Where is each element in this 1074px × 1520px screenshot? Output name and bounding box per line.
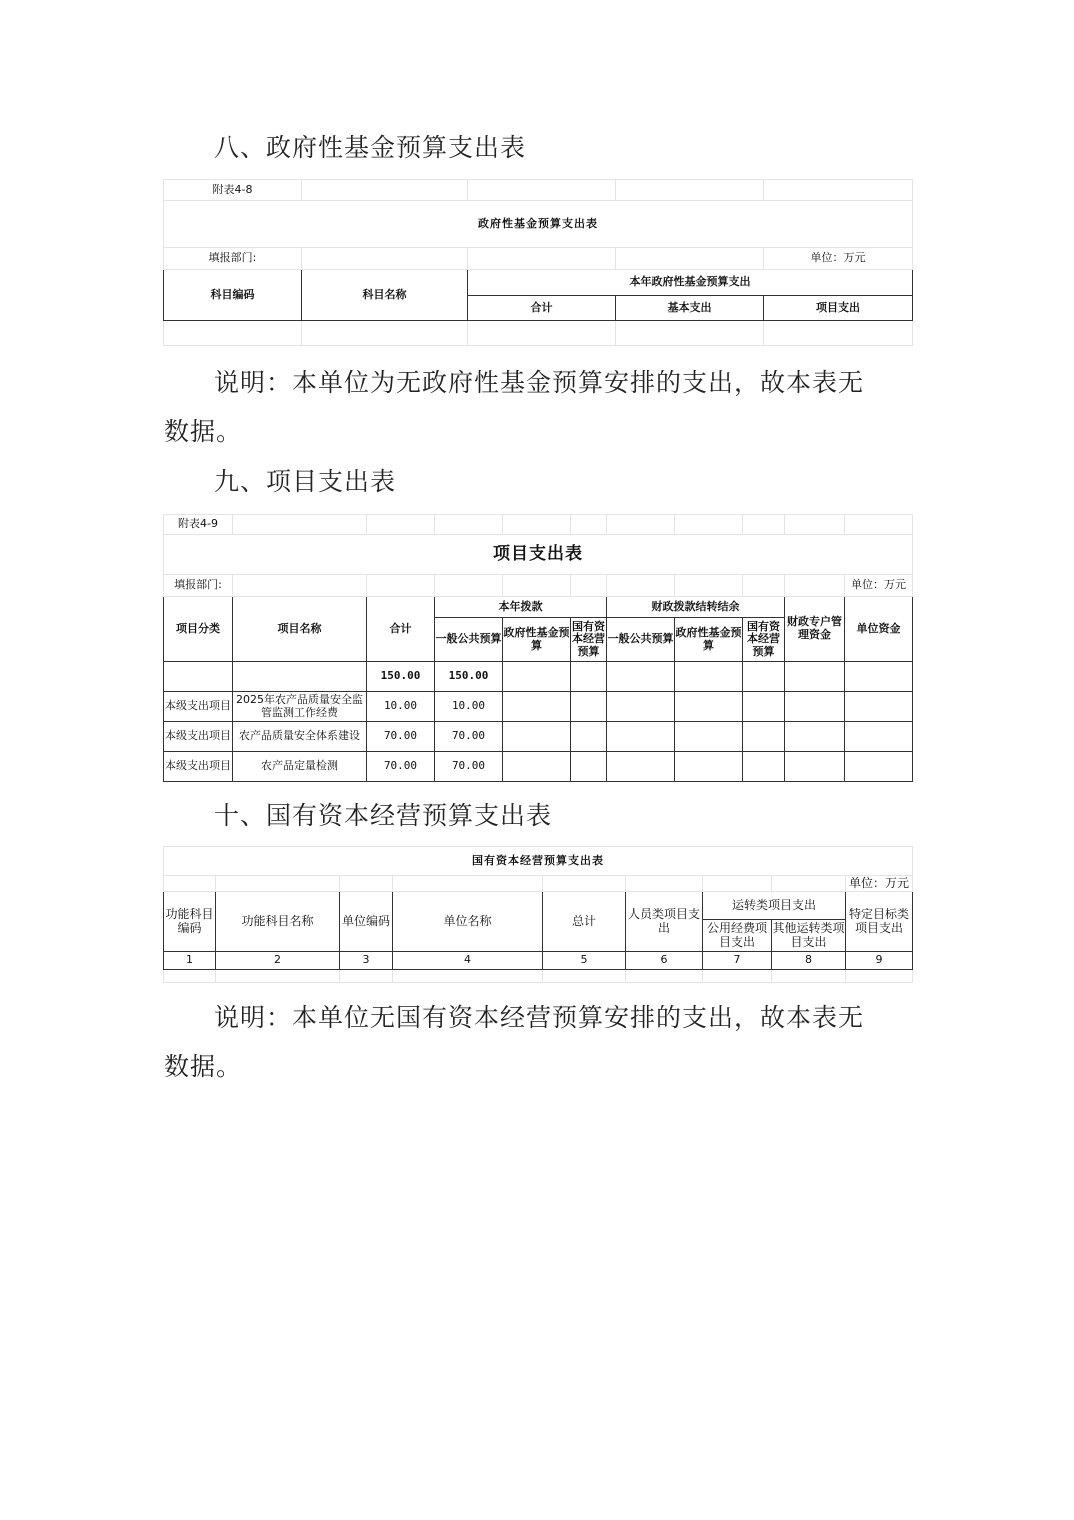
column-number: 8 bbox=[772, 952, 846, 970]
unit-label: 单位：万元 bbox=[846, 876, 913, 892]
header-grand-total: 总计 bbox=[543, 892, 626, 952]
row-total: 70.00 bbox=[367, 752, 435, 782]
gov-fund-expenditure-table bbox=[163, 179, 912, 346]
section-8-note: 说明：本单位为无政府性基金预算安排的支出，故本表无数据。 bbox=[164, 368, 865, 446]
section-10-note: 说明：本单位无国有资本经营预算安排的支出，故本表无数据。 bbox=[164, 1003, 865, 1081]
header-operating: 运转类项目支出 bbox=[703, 892, 846, 920]
dept-label: 填报部门: bbox=[164, 575, 233, 597]
header-subject-name: 科目名称 bbox=[302, 270, 468, 321]
header-gov-fund-budget: 政府性基金预算 bbox=[503, 618, 571, 662]
header-project-name: 项目名称 bbox=[233, 597, 367, 662]
header-other-operating: 其他运转类项目支出 bbox=[772, 920, 846, 952]
column-number-row bbox=[164, 952, 913, 970]
header-general-budget: 一般公共预算 bbox=[435, 618, 503, 662]
table-row bbox=[164, 662, 913, 692]
section-8-heading: 八、政府性基金预算支出表 bbox=[214, 133, 527, 162]
column-number: 3 bbox=[340, 952, 393, 970]
header-function-code: 功能科目编码 bbox=[164, 892, 216, 952]
table-title: 政府性基金预算支出表 bbox=[164, 201, 913, 248]
row-category: 本级支出项目 bbox=[164, 752, 233, 782]
column-number: 7 bbox=[703, 952, 772, 970]
row-general: 70.00 bbox=[435, 752, 503, 782]
header-general-budget-carryover: 一般公共预算 bbox=[607, 618, 675, 662]
column-number: 1 bbox=[164, 952, 216, 970]
header-unit-name: 单位名称 bbox=[393, 892, 543, 952]
row-total: 10.00 bbox=[367, 692, 435, 722]
header-gov-fund-budget-carryover: 政府性基金预算 bbox=[675, 618, 743, 662]
header-special-account: 财政专户管理资金 bbox=[785, 597, 845, 662]
header-soe-budget-carryover: 国有资本经营预算 bbox=[743, 618, 785, 662]
total-row-general: 150.00 bbox=[435, 662, 503, 692]
header-function-name: 功能科目名称 bbox=[216, 892, 340, 952]
header-subject-code: 科目编码 bbox=[164, 270, 302, 321]
header-total: 合计 bbox=[468, 296, 616, 321]
total-row-total: 150.00 bbox=[367, 662, 435, 692]
project-expenditure-table bbox=[163, 514, 912, 782]
row-general: 70.00 bbox=[435, 722, 503, 752]
attachment-label: 附表4-9 bbox=[164, 515, 233, 535]
header-project: 项目支出 bbox=[764, 296, 913, 321]
row-total: 70.00 bbox=[367, 722, 435, 752]
section-9-heading: 九、项目支出表 bbox=[214, 467, 397, 496]
table-row bbox=[164, 692, 913, 722]
row-project-name: 农产品定量检测 bbox=[233, 752, 367, 782]
unit-label: 单位：万元 bbox=[845, 575, 913, 597]
row-project-name: 2025年农产品质量安全监管监测工作经费 bbox=[233, 692, 367, 722]
row-category: 本级支出项目 bbox=[164, 722, 233, 752]
header-current-appropriation: 本年拨款 bbox=[435, 597, 607, 618]
dept-label: 填报部门: bbox=[164, 248, 302, 270]
table-row bbox=[164, 722, 913, 752]
soe-budget-expenditure-table bbox=[163, 846, 912, 983]
table-title: 国有资本经营预算支出表 bbox=[164, 847, 913, 876]
row-category: 本级支出项目 bbox=[164, 692, 233, 722]
header-unit-funds: 单位资金 bbox=[845, 597, 913, 662]
section-10-heading: 十、国有资本经营预算支出表 bbox=[214, 801, 553, 830]
header-soe-budget: 国有资本经营预算 bbox=[571, 618, 607, 662]
column-number: 6 bbox=[626, 952, 703, 970]
header-project-category: 项目分类 bbox=[164, 597, 233, 662]
table-row bbox=[164, 752, 913, 782]
header-specific-target: 特定目标类项目支出 bbox=[846, 892, 913, 952]
column-number: 9 bbox=[846, 952, 913, 970]
header-total: 合计 bbox=[367, 597, 435, 662]
header-public-expense: 公用经费项目支出 bbox=[703, 920, 772, 952]
row-general: 10.00 bbox=[435, 692, 503, 722]
column-number: 2 bbox=[216, 952, 340, 970]
header-unit-code: 单位编码 bbox=[340, 892, 393, 952]
row-project-name: 农产品质量安全体系建设 bbox=[233, 722, 367, 752]
table-title: 项目支出表 bbox=[164, 535, 913, 575]
header-group-gov-fund: 本年政府性基金预算支出 bbox=[468, 270, 913, 296]
column-number: 5 bbox=[543, 952, 626, 970]
column-number: 4 bbox=[393, 952, 543, 970]
unit-label: 单位：万元 bbox=[764, 248, 913, 270]
header-personnel: 人员类项目支出 bbox=[626, 892, 703, 952]
header-basic: 基本支出 bbox=[616, 296, 764, 321]
header-carryover: 财政拨款结转结余 bbox=[607, 597, 785, 618]
attachment-label: 附表4-8 bbox=[164, 180, 302, 201]
